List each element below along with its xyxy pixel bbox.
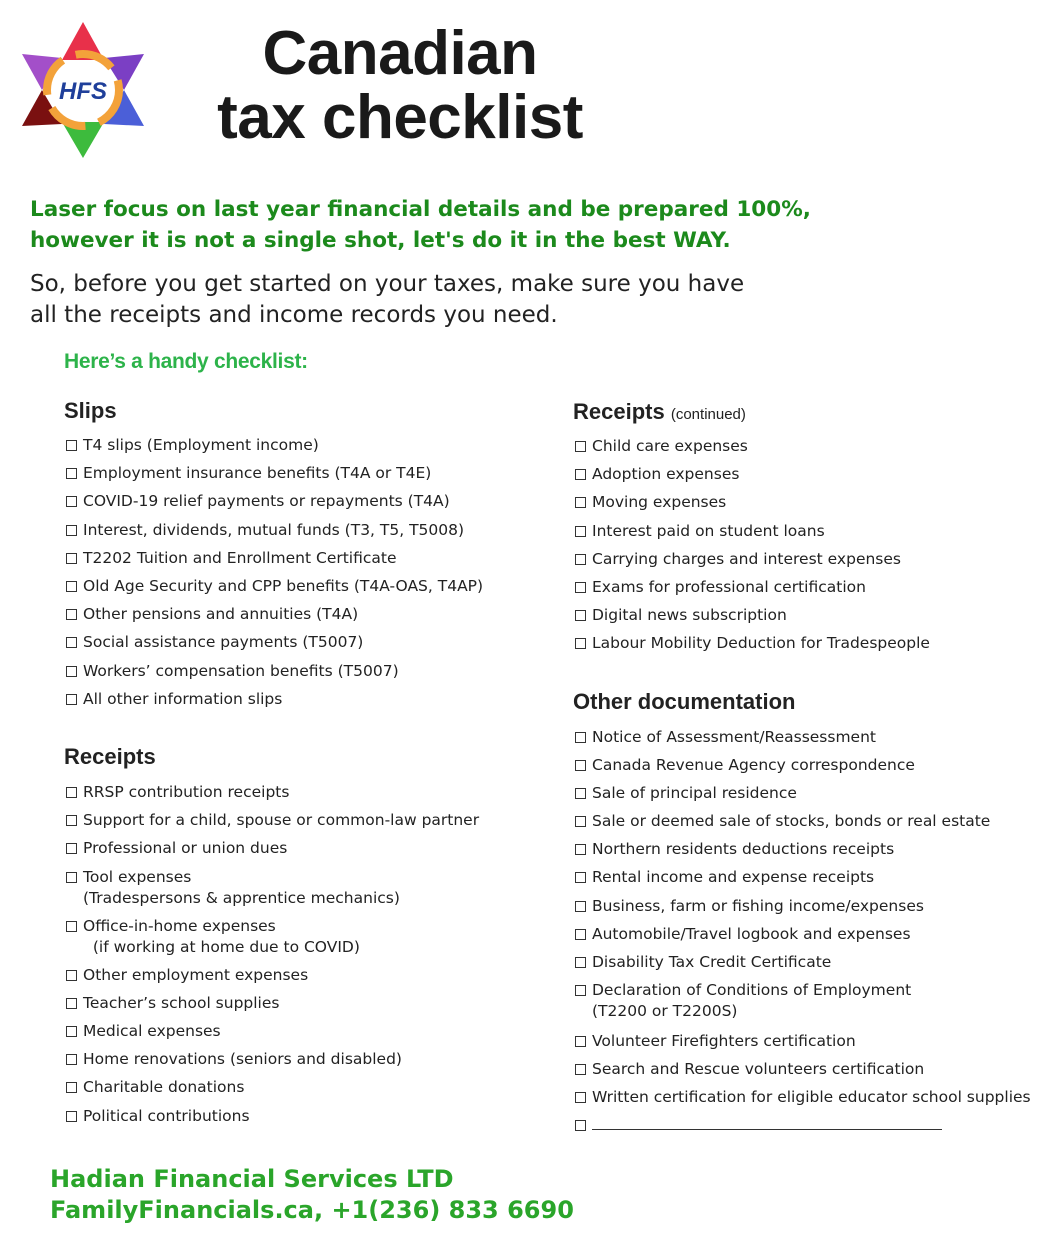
checkbox[interactable] bbox=[66, 468, 77, 479]
checklist-item bbox=[573, 952, 1033, 980]
checklist-item-line: Professional or union dues bbox=[83, 839, 288, 858]
checklist-item-line: Automobile/Travel logbook and expenses bbox=[592, 924, 911, 943]
checkbox[interactable] bbox=[66, 1082, 77, 1093]
checklist-item-text bbox=[83, 689, 282, 710]
checklist-item-line: (Tradespersons & apprentice mechanics) bbox=[83, 888, 400, 907]
checkbox[interactable] bbox=[575, 610, 586, 621]
logo-text: HFS bbox=[59, 78, 107, 105]
checklist-item-text bbox=[592, 1031, 856, 1052]
checklist-item-line: Interest, dividends, mutual funds (T3, T5, T5008) bbox=[83, 520, 465, 539]
checklist-item-line: Employment insurance benefits (T4A or T4E) bbox=[83, 464, 432, 483]
checklist-item-text bbox=[83, 604, 358, 625]
checklist-item-text bbox=[83, 993, 279, 1014]
checklist-item-line: Support for a child, spouse or common-law partner bbox=[83, 811, 480, 830]
checklist-item bbox=[573, 867, 1033, 895]
checklist-item-line: Declaration of Conditions of Employment bbox=[592, 980, 912, 999]
checklist-item-text bbox=[592, 924, 911, 945]
checklist-item-line: Business, farm or fishing income/expenses bbox=[592, 896, 924, 915]
checklist-item-text bbox=[592, 811, 990, 832]
checklist-item bbox=[573, 633, 1033, 661]
checklist-item-text bbox=[592, 1087, 1031, 1108]
checklist-item-line: Moving expenses bbox=[592, 493, 727, 512]
checkbox[interactable] bbox=[66, 637, 77, 648]
checkbox[interactable] bbox=[66, 998, 77, 1009]
checklist-item-text bbox=[83, 916, 360, 958]
checkbox[interactable] bbox=[66, 921, 77, 932]
checklist-item-line: Child care expenses bbox=[592, 437, 748, 455]
checklist-item bbox=[64, 661, 524, 689]
checklist-item-text bbox=[83, 782, 289, 803]
checkbox[interactable] bbox=[66, 666, 77, 677]
checklist-item-line: Adoption expenses bbox=[592, 465, 740, 484]
checklist-item-line: Carrying charges and interest expenses bbox=[592, 549, 901, 568]
checklist-item-line: Workers’ compensation benefits (T5007) bbox=[83, 661, 399, 680]
checklist-item-text bbox=[592, 755, 915, 776]
checkbox[interactable] bbox=[575, 1092, 586, 1103]
tagline-line-1: Laser focus on last year financial details and be prepared 100%, bbox=[30, 197, 811, 222]
checklist-item-text bbox=[83, 1021, 221, 1042]
checklist-item-line: Rental income and expense receipts bbox=[592, 868, 875, 887]
checklist-item bbox=[573, 755, 1033, 783]
checkbox[interactable] bbox=[575, 732, 586, 743]
checklist-item-text bbox=[83, 838, 287, 859]
checklist-item-text bbox=[83, 463, 431, 484]
checklist-item-text bbox=[592, 577, 866, 598]
checklist-item bbox=[64, 1049, 524, 1077]
checkbox[interactable] bbox=[575, 638, 586, 649]
slips-list bbox=[64, 435, 524, 717]
checkbox[interactable] bbox=[575, 1120, 586, 1131]
checklist-item bbox=[573, 521, 1033, 549]
checklist-item-line: Old Age Security and CPP benefits (T4A-OAS, T4AP) bbox=[83, 576, 484, 595]
checkbox[interactable] bbox=[66, 581, 77, 592]
checklist-item bbox=[573, 783, 1033, 811]
checklist-item-text bbox=[83, 965, 308, 986]
checkbox[interactable] bbox=[575, 441, 586, 452]
checkbox[interactable] bbox=[66, 440, 77, 451]
checklist-item-line: COVID-19 relief payments or repayments (T4A) bbox=[83, 492, 450, 511]
receipts-list bbox=[64, 782, 524, 1134]
checklist-item bbox=[573, 896, 1033, 924]
checklist-item bbox=[64, 867, 524, 916]
checkbox[interactable] bbox=[575, 929, 586, 940]
checklist-item-text bbox=[592, 492, 726, 513]
slips-heading: Slips bbox=[64, 398, 117, 423]
receipts-continued-list bbox=[573, 436, 1033, 662]
checklist-item bbox=[64, 576, 524, 604]
checklist-item-line: Digital news subscription bbox=[592, 606, 787, 625]
checklist-item-line: Social assistance payments (T5007) bbox=[83, 633, 364, 652]
footer-contact: FamilyFinancials.ca, +1(236) 833 6690 bbox=[50, 1196, 574, 1224]
checklist-item bbox=[64, 838, 524, 866]
checklist-item bbox=[573, 1031, 1033, 1059]
blank-checklist-item bbox=[573, 1115, 1033, 1131]
checklist-item-line: Office-in-home expenses bbox=[83, 916, 276, 935]
checklist-item-text bbox=[592, 605, 787, 626]
checklist-item-line: Tool expenses bbox=[83, 867, 192, 886]
checklist-item bbox=[573, 464, 1033, 492]
checklist-item-line: Political contributions bbox=[83, 1106, 250, 1125]
checklist-item-line: Notice of Assessment/Reassessment bbox=[592, 728, 876, 746]
checklist-item bbox=[573, 492, 1033, 520]
checkbox[interactable] bbox=[66, 496, 77, 507]
checklist-item-line: Home renovations (seniors and disabled) bbox=[83, 1050, 402, 1069]
checklist-item-text bbox=[592, 521, 825, 542]
checklist-item-text bbox=[83, 576, 483, 597]
checklist-item bbox=[64, 1106, 524, 1134]
checkbox[interactable] bbox=[575, 901, 586, 912]
checklist-item-text bbox=[83, 632, 363, 653]
checklist-item-line: Interest paid on student loans bbox=[592, 521, 825, 540]
checklist-item-line: All other information slips bbox=[83, 689, 283, 708]
checklist-item bbox=[573, 811, 1033, 839]
receipts-continued-heading bbox=[573, 399, 746, 425]
checkbox[interactable] bbox=[575, 872, 586, 883]
checklist-item-text bbox=[592, 952, 831, 973]
receipts-continued-title: Receipts bbox=[573, 399, 665, 424]
checkbox[interactable] bbox=[575, 582, 586, 593]
checklist-item bbox=[573, 436, 1033, 464]
checklist-item-line: Sale of principal residence bbox=[592, 784, 797, 803]
checklist-item-text bbox=[83, 1049, 402, 1070]
checklist-item-text bbox=[592, 839, 894, 860]
checklist-item bbox=[573, 577, 1033, 605]
checklist-item-text bbox=[592, 867, 874, 888]
checklist-item bbox=[64, 491, 524, 519]
checkbox[interactable] bbox=[66, 1111, 77, 1122]
checklist-item bbox=[573, 980, 1033, 1031]
receipts-heading: Receipts bbox=[64, 744, 156, 769]
checkbox[interactable] bbox=[66, 872, 77, 883]
checklist-item-line: Exams for professional certification bbox=[592, 577, 866, 596]
checklist-item-line: Written certification for eligible educator school supplies bbox=[592, 1088, 1031, 1107]
checklist-item bbox=[64, 965, 524, 993]
checklist-item-line: Teacher’s school supplies bbox=[83, 993, 280, 1012]
checklist-item-line: Other employment expenses bbox=[83, 965, 309, 984]
checklist-item-text bbox=[592, 633, 930, 654]
checkbox[interactable] bbox=[575, 497, 586, 508]
tagline-line-2: however it is not a single shot, let's do it in the best WAY. bbox=[30, 228, 731, 253]
checklist-item bbox=[64, 916, 524, 965]
checklist-item bbox=[64, 632, 524, 660]
checklist-item bbox=[573, 605, 1033, 633]
blank-write-in-line[interactable] bbox=[592, 1115, 942, 1130]
checklist-item-text bbox=[592, 980, 911, 1022]
checkbox[interactable] bbox=[575, 1064, 586, 1075]
footer-company: Hadian Financial Services LTD bbox=[50, 1165, 454, 1193]
checkbox[interactable] bbox=[575, 844, 586, 855]
checklist-item-text bbox=[83, 1077, 244, 1098]
checklist-item bbox=[64, 604, 524, 632]
tagline bbox=[30, 194, 811, 256]
checkbox[interactable] bbox=[575, 469, 586, 480]
checkbox[interactable] bbox=[66, 815, 77, 826]
checklist-item-text bbox=[592, 727, 876, 748]
checklist-item-line: (if working at home due to COVID) bbox=[83, 937, 360, 956]
checklist-item-text bbox=[83, 661, 399, 682]
checklist-item-line: Search and Rescue volunteers certification bbox=[592, 1059, 925, 1078]
checklist-item-line: Medical expenses bbox=[83, 1021, 221, 1040]
checkbox[interactable] bbox=[575, 788, 586, 799]
checklist-item-line: RRSP contribution receipts bbox=[83, 783, 290, 801]
checklist-item-line: Canada Revenue Agency correspondence bbox=[592, 756, 915, 775]
checklist-item bbox=[64, 1021, 524, 1049]
title-line-1: Canadian bbox=[262, 19, 538, 88]
checklist-item-text bbox=[83, 520, 464, 541]
checklist-item-text bbox=[83, 435, 319, 456]
checklist-item-line: (T2200 or T2200S) bbox=[592, 1001, 738, 1020]
checkbox[interactable] bbox=[66, 553, 77, 564]
checklist-item-text bbox=[592, 549, 901, 570]
checkbox[interactable] bbox=[575, 554, 586, 565]
checkbox[interactable] bbox=[575, 816, 586, 827]
checkbox[interactable] bbox=[575, 760, 586, 771]
checklist-item bbox=[573, 727, 1033, 755]
checkbox[interactable] bbox=[66, 970, 77, 981]
checkbox[interactable] bbox=[66, 1054, 77, 1065]
continued-label: (continued) bbox=[670, 406, 746, 423]
checklist-item bbox=[64, 810, 524, 838]
checklist-item-text bbox=[592, 464, 739, 485]
page-title bbox=[190, 19, 610, 152]
checklist-item-text bbox=[592, 436, 748, 457]
checklist-item bbox=[64, 548, 524, 576]
checklist-item bbox=[573, 549, 1033, 577]
checklist-item bbox=[573, 924, 1033, 952]
checklist-item-text bbox=[83, 548, 397, 569]
title-line-2: tax checklist bbox=[217, 83, 583, 152]
checklist-item bbox=[64, 463, 524, 491]
intro-text bbox=[30, 269, 744, 331]
checklist-item-line: Volunteer Firefighters certification bbox=[592, 1031, 856, 1050]
checklist-item-text bbox=[83, 867, 400, 909]
checklist-item-line: Labour Mobility Deduction for Tradespeople bbox=[592, 634, 930, 653]
checkbox[interactable] bbox=[66, 1026, 77, 1037]
checklist-item-text bbox=[592, 896, 924, 917]
checklist-item bbox=[64, 993, 524, 1021]
checkbox[interactable] bbox=[66, 525, 77, 536]
checklist-item-text bbox=[83, 1106, 250, 1127]
checkbox[interactable] bbox=[575, 985, 586, 996]
checklist-item-line: Northern residents deductions receipts bbox=[592, 840, 895, 859]
checklist-item-text bbox=[83, 491, 450, 512]
checklist-item-line: Disability Tax Credit Certificate bbox=[592, 952, 832, 971]
checklist-item-line: Other pensions and annuities (T4A) bbox=[83, 605, 359, 624]
checkbox[interactable] bbox=[575, 957, 586, 968]
checkbox[interactable] bbox=[66, 609, 77, 620]
checklist-item bbox=[64, 520, 524, 548]
intro-line-2: all the receipts and income records you need. bbox=[30, 302, 558, 328]
checklist-subtitle: Here’s a handy checklist: bbox=[64, 350, 308, 373]
other-documentation-heading: Other documentation bbox=[573, 689, 796, 714]
checklist-item-line: Charitable donations bbox=[83, 1078, 245, 1097]
checkbox[interactable] bbox=[575, 1036, 586, 1047]
checklist-item bbox=[64, 782, 524, 810]
checklist-item-line: T2202 Tuition and Enrollment Certificate bbox=[83, 548, 397, 567]
checklist-item bbox=[573, 839, 1033, 867]
checklist-item-text bbox=[83, 810, 479, 831]
checkbox[interactable] bbox=[575, 526, 586, 537]
checklist-item bbox=[573, 1087, 1033, 1115]
checklist-item bbox=[573, 1059, 1033, 1087]
checklist-item bbox=[64, 1077, 524, 1105]
checklist-item-line: T4 slips (Employment income) bbox=[83, 436, 319, 454]
checkbox[interactable] bbox=[66, 694, 77, 705]
checklist-item bbox=[64, 435, 524, 463]
checklist-item-line: Sale or deemed sale of stocks, bonds or real estate bbox=[592, 812, 991, 831]
checklist-item-text bbox=[592, 1059, 924, 1080]
other-documentation-list bbox=[573, 727, 1033, 1131]
checkbox[interactable] bbox=[66, 787, 77, 798]
hfs-logo bbox=[20, 20, 146, 160]
checklist-item bbox=[64, 689, 524, 717]
intro-line-1: So, before you get started on your taxes, make sure you have bbox=[30, 271, 745, 297]
checkbox[interactable] bbox=[66, 843, 77, 854]
footer bbox=[50, 1164, 574, 1226]
checklist-item-text bbox=[592, 783, 797, 804]
